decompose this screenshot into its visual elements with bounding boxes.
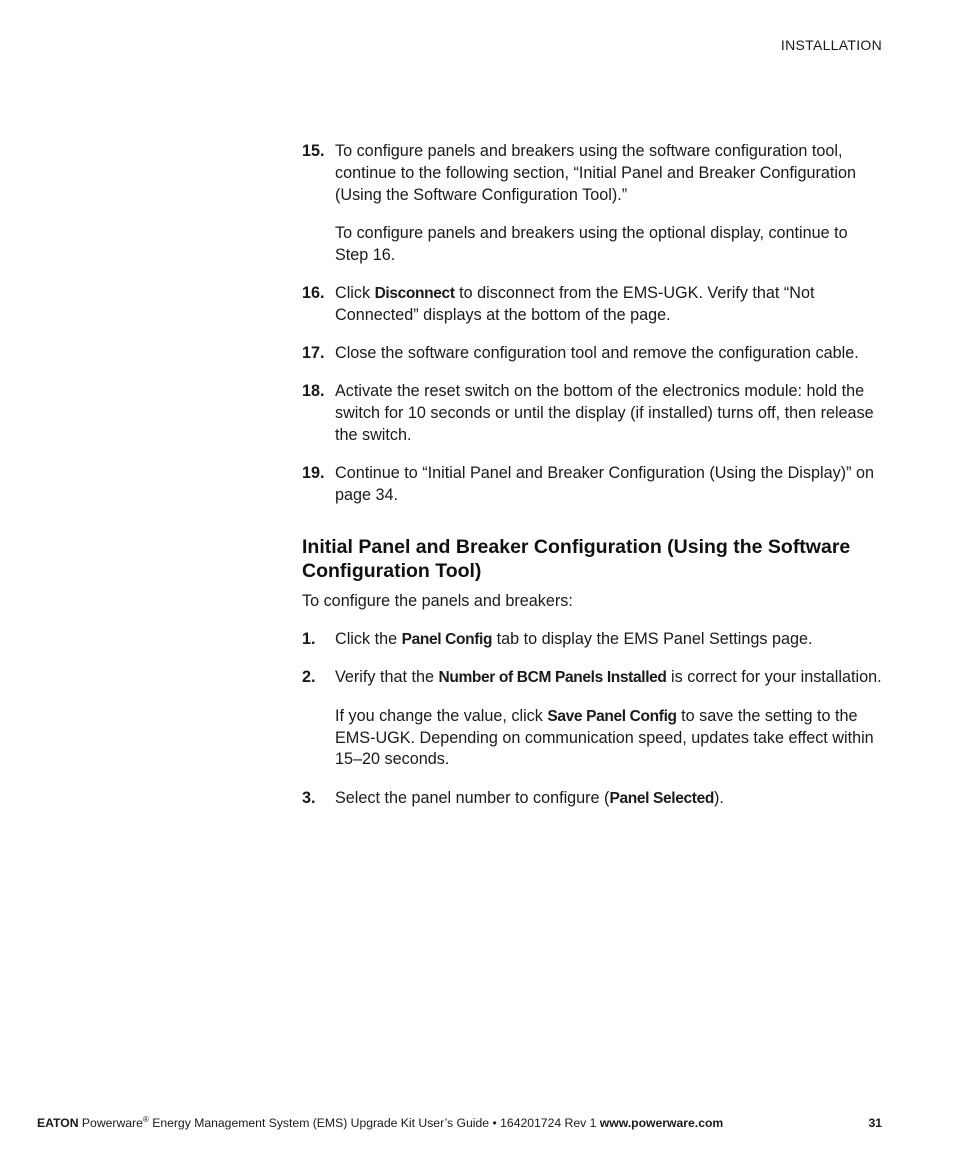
document-number: 164201724 Rev 1 <box>500 1116 597 1130</box>
step-note: To configure panels and breakers using the optional display, continue to Step 16. <box>335 223 848 264</box>
step-text: Select the panel number to configure (Panel Selected). <box>335 788 724 807</box>
page-body <box>302 141 884 809</box>
step-number: 2. <box>302 668 316 687</box>
brand-name: EATON <box>37 1116 79 1130</box>
product-name: Powerware <box>81 1116 143 1130</box>
website-link[interactable]: www.powerware.com <box>599 1116 724 1130</box>
step-text: Click Disconnect to disconnect from the EMS-UGK. Verify that “Not Connected” displays at the bottom of the page. <box>335 283 815 324</box>
step-number: 18. <box>302 382 325 401</box>
step-1 <box>302 629 884 651</box>
ui-keyword: Panel Selected <box>609 789 714 807</box>
section-heading: Initial Panel and Breaker Configuration (Using the Software Configuration Tool) <box>302 535 851 582</box>
step-number: 3. <box>302 788 316 807</box>
registered-mark: ® <box>142 1114 149 1124</box>
step-number: 1. <box>302 630 316 649</box>
ui-keyword: Disconnect <box>374 284 455 302</box>
step-19 <box>302 463 884 507</box>
step-15 <box>302 141 884 266</box>
ui-keyword: Save Panel Config <box>547 707 677 725</box>
step-2 <box>302 667 884 771</box>
step-text: To configure panels and breakers using the software configuration tool, continue to the following section, “Initial Panel and Breaker Configuration (Using the Software Configuration Tool).” <box>335 142 857 204</box>
step-text: Close the software configuration tool and remove the configuration cable. <box>335 344 859 363</box>
step-number: 16. <box>302 283 325 302</box>
step-3 <box>302 788 884 810</box>
page-footer <box>37 1116 882 1130</box>
step-number: 19. <box>302 464 325 483</box>
step-16 <box>302 283 884 327</box>
step-17 <box>302 343 884 365</box>
step-number: 15. <box>302 142 325 160</box>
guide-title: Energy Management System (EMS) Upgrade Kit User’s Guide <box>152 1116 490 1130</box>
step-18 <box>302 381 884 446</box>
step-note: If you change the value, click Save Panel Config to save the setting to the EMS-UGK. Depending on communication speed, updates take effect within 15–20 seconds. <box>335 706 874 769</box>
step-text: Continue to “Initial Panel and Breaker Configuration (Using the Display)” on page 34. <box>335 464 874 505</box>
ui-keyword: Panel Config <box>401 631 493 649</box>
step-text: Click the Panel Config tab to display the EMS Panel Settings page. <box>335 630 813 649</box>
step-text: Verify that the Number of BCM Panels Installed is correct for your installation. <box>335 668 882 687</box>
footer-bullet: • <box>492 1116 497 1130</box>
ui-keyword: Number of BCM Panels Installed <box>438 669 667 687</box>
step-number: 17. <box>302 344 325 363</box>
step-text: Activate the reset switch on the bottom of the electronics module: hold the switch for 10 seconds or until the display (if installed) turns off, then release the switch. <box>335 382 874 444</box>
running-header: INSTALLATION <box>780 37 882 53</box>
section-intro: To configure the panels and breakers: <box>302 591 573 610</box>
page-number: 31 <box>868 1116 882 1130</box>
